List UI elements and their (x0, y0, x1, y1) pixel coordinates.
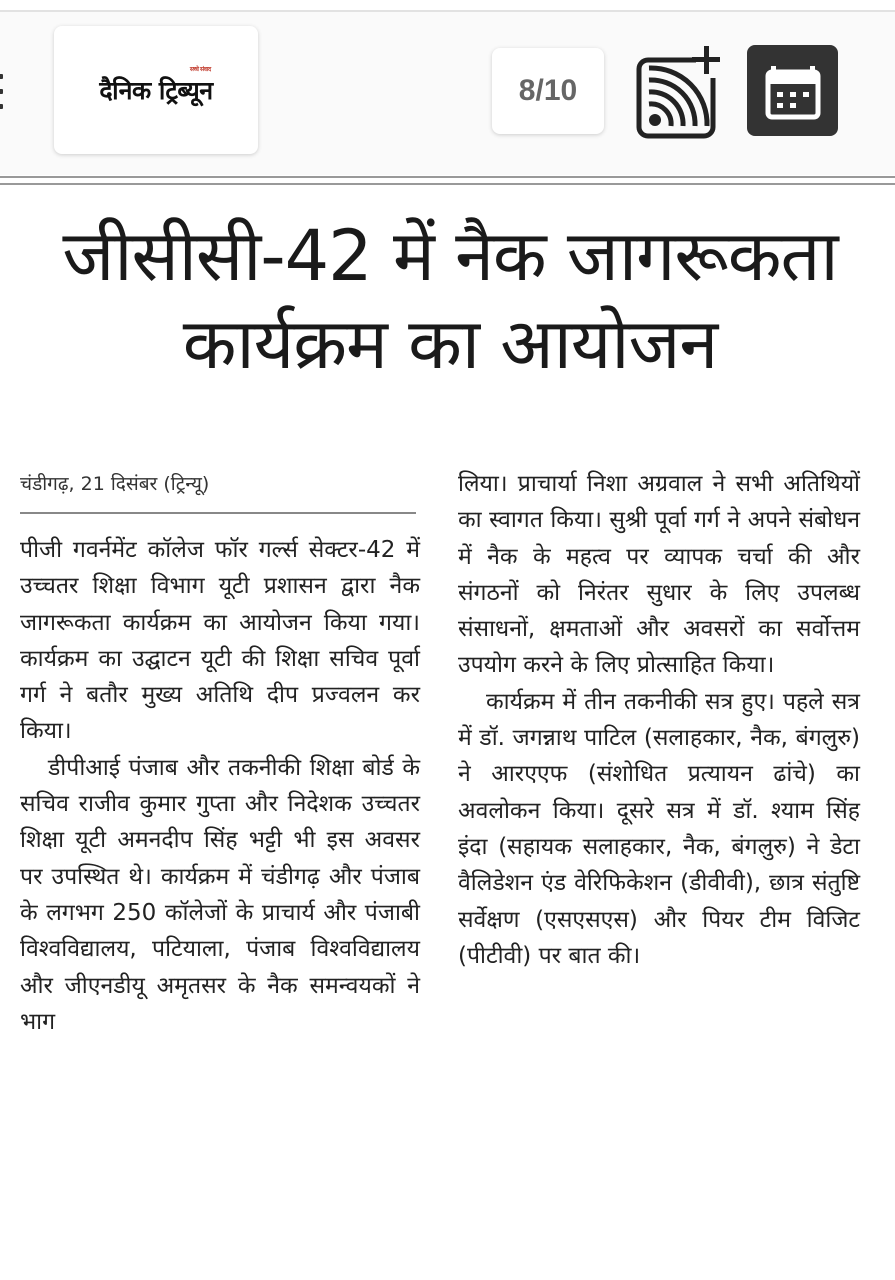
article-headline (20, 212, 880, 388)
headline-line-2: कार्यक्रम का आयोजन (182, 303, 718, 385)
header-divider (0, 176, 895, 178)
newspaper-logo (99, 66, 213, 107)
app-header (0, 12, 895, 175)
dateline-rule (20, 512, 416, 514)
paragraph: कार्यक्रम में तीन तकनीकी सत्र हुए। पहले सत्र में डॉ. जगन्नाथ पाटिल (सलाहकार, नैक, बंगलुरु) ने आरएएफ (संशोधित प्रत्यायन ढांचे) का अवलोकन किया। दूसरे सत्र में डॉ. श्याम सिंह इंदा (सहायक सलाहकार, नैक, बंगलुरु) ने डेटा वैलिडेशन एंड वेरिफिकेशन (डीवीवी), छात्र संतुष्टि सर्वेक्षण (एसएसएस) और पियर टीम विजिट (पीटीवी) पर बात की। (458, 688, 860, 969)
article-column-right (458, 466, 860, 974)
paragraph: लिया। प्राचार्या निशा अग्रवाल ने सभी अतिथियों का स्वागत किया। सुश्री पूर्वा गर्ग ने अपने संबोधन में नैक के महत्व पर व्यापक चर्चा की और संगठनों को निरंतर सुधार के लिए उपलब्ध संसाधनों, क्षमताओं और अवसरों का सर्वोत्तम उपयोग करने के लिए प्रोत्साहित किया। (458, 471, 860, 679)
page-indicator[interactable]: 8/10 (492, 48, 604, 134)
header-divider-2 (0, 183, 895, 185)
headline-line-1: जीसीसी-42 में नैक जागरूकता (62, 215, 838, 297)
paragraph: डीपीआई पंजाब और तकनीकी शिक्षा बोर्ड के सचिव राजीव कुमार गुप्ता और निदेशक उच्चतर शिक्षा यूटी अमनदीप सिंह भट्टी भी इस अवसर पर उपस्थित थे। कार्यक्रम में चंडीगढ़ और पंजाब के लगभग 250 कॉलेजों के प्राचार्य और पंजाबी विश्वविद्यालय, पटियाला, पंजाब विश्वविद्यालय और जीएनडीयू अमृतसर के नैक समन्वयकों ने भाग (20, 754, 420, 1035)
article-column-left (20, 466, 420, 1040)
logo-card[interactable] (54, 26, 258, 154)
calendar-icon (765, 62, 821, 120)
rss-add-icon (636, 44, 720, 140)
logo-tagline: सच्चे संवाद (189, 66, 211, 73)
logo-text: दैनिक ट्रिब्यून (99, 76, 213, 105)
dateline: चंडीगढ़, 21 दिसंबर (ट्रिन्यू) (20, 473, 210, 495)
rss-add-button[interactable] (636, 44, 720, 140)
paragraph: पीजी गवर्नमेंट कॉलेज फॉर गर्ल्स सेक्टर-42 में उच्चतर शिक्षा विभाग यूटी प्रशासन द्वारा नैक जागरूकता कार्यक्रम का आयोजन किया गया। कार्यक्रम का उद्घाटन यूटी की शिक्षा सचिव पूर्वा गर्ग ने बतौर मुख्य अतिथि दीप प्रज्वलन कर किया। (20, 537, 420, 745)
calendar-button[interactable] (747, 45, 838, 136)
menu-dots-icon[interactable] (0, 74, 4, 120)
